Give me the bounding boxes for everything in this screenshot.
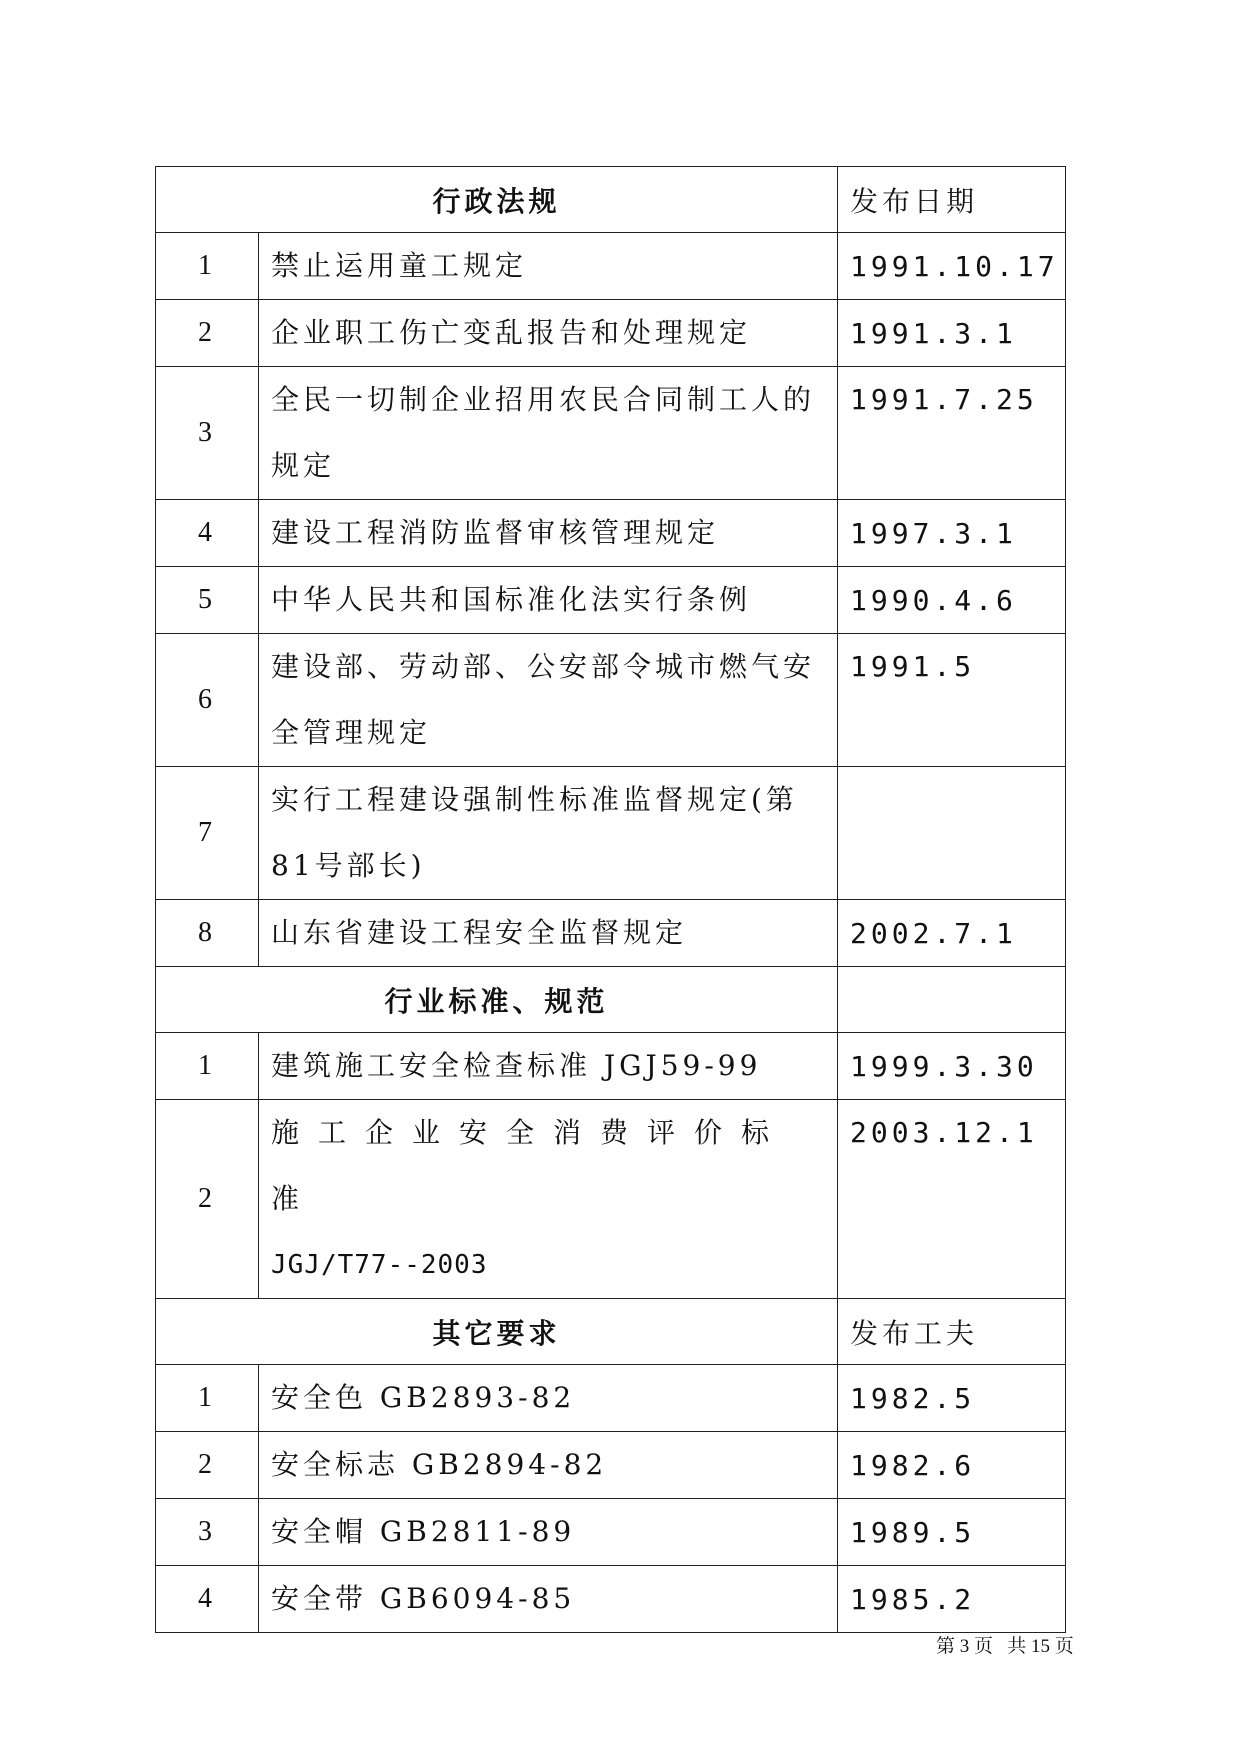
table-row: [156, 767, 1066, 900]
regulations-table: [155, 166, 1066, 1633]
section-title: 其它要求: [156, 1299, 838, 1365]
date-column-header: 发布工夫: [838, 1299, 1066, 1365]
table-row: [156, 1432, 1066, 1499]
table-row: [156, 1365, 1066, 1432]
date-column-header: [838, 967, 1066, 1033]
regulation-name: 安全帽 GB2811-89: [259, 1499, 838, 1566]
row-number: 3: [156, 1499, 259, 1566]
section-title: 行业标准、规范: [156, 967, 838, 1033]
publish-date: 1991.10.17: [838, 233, 1066, 300]
publish-date: 1990.4.6: [838, 567, 1066, 634]
row-number: 6: [156, 634, 259, 767]
publish-date: [838, 767, 1066, 900]
section-header-row: [156, 967, 1066, 1033]
section-header-row: [156, 1299, 1066, 1365]
row-number: 8: [156, 900, 259, 967]
publish-date: 1991.7.25: [838, 367, 1066, 500]
row-number: 7: [156, 767, 259, 900]
table-row: [156, 1100, 1066, 1299]
table-row: [156, 634, 1066, 767]
publish-date: 1982.6: [838, 1432, 1066, 1499]
table-row: [156, 1033, 1066, 1100]
table-row: [156, 1566, 1066, 1633]
regulation-name-line1: 施工企业安全消费评价标准: [271, 1116, 789, 1215]
row-number: 1: [156, 233, 259, 300]
date-column-header: 发布日期: [838, 167, 1066, 233]
regulation-name: 山东省建设工程安全监督规定: [259, 900, 838, 967]
publish-date: 1997.3.1: [838, 500, 1066, 567]
table-row: [156, 367, 1066, 500]
row-number: 4: [156, 1566, 259, 1633]
table-row: [156, 1499, 1066, 1566]
publish-date: 1999.3.30: [838, 1033, 1066, 1100]
regulation-name: 企业职工伤亡变乱报告和处理规定: [259, 300, 838, 367]
table-row: [156, 900, 1066, 967]
row-number: 2: [156, 300, 259, 367]
regulation-name: 安全色 GB2893-82: [259, 1365, 838, 1432]
row-number: 1: [156, 1033, 259, 1100]
regulation-name: 建设工程消防监督审核管理规定: [259, 500, 838, 567]
publish-date: 2002.7.1: [838, 900, 1066, 967]
publish-date: 1982.5: [838, 1365, 1066, 1432]
section-title: 行政法规: [156, 167, 838, 233]
regulation-name: 建设部、劳动部、公安部令城市燃气安全管理规定: [259, 634, 838, 767]
table-row: [156, 300, 1066, 367]
regulation-name: 安全带 GB6094-85: [259, 1566, 838, 1633]
page-total: 共 15 页: [1007, 1636, 1074, 1657]
regulation-name: 安全标志 GB2894-82: [259, 1432, 838, 1499]
publish-date: 1991.3.1: [838, 300, 1066, 367]
publish-date: 1985.2: [838, 1566, 1066, 1633]
regulation-name-line2: JGJ/T77--2003: [271, 1250, 488, 1280]
table-row: [156, 233, 1066, 300]
table-row: [156, 567, 1066, 634]
regulation-name: 禁止运用童工规定: [259, 233, 838, 300]
publish-date: 1989.5: [838, 1499, 1066, 1566]
regulation-name: 中华人民共和国标准化法实行条例: [259, 567, 838, 634]
publish-date: 2003.12.1: [838, 1100, 1066, 1299]
page-number: 第 3 页: [936, 1636, 994, 1657]
regulation-name: 实行工程建设强制性标准监督规定(第81号部长): [259, 767, 838, 900]
regulation-name: 建筑施工安全检查标准 JGJ59-99: [259, 1033, 838, 1100]
table-row: [156, 500, 1066, 567]
row-number: 2: [156, 1100, 259, 1299]
publish-date: 1991.5: [838, 634, 1066, 767]
row-number: 4: [156, 500, 259, 567]
row-number: 2: [156, 1432, 259, 1499]
row-number: 5: [156, 567, 259, 634]
regulation-name: 全民一切制企业招用农民合同制工人的规定: [259, 367, 838, 500]
page-footer: [936, 1631, 1074, 1658]
regulation-name: [259, 1100, 838, 1299]
row-number: 1: [156, 1365, 259, 1432]
row-number: 3: [156, 367, 259, 500]
section-header-row: [156, 167, 1066, 233]
